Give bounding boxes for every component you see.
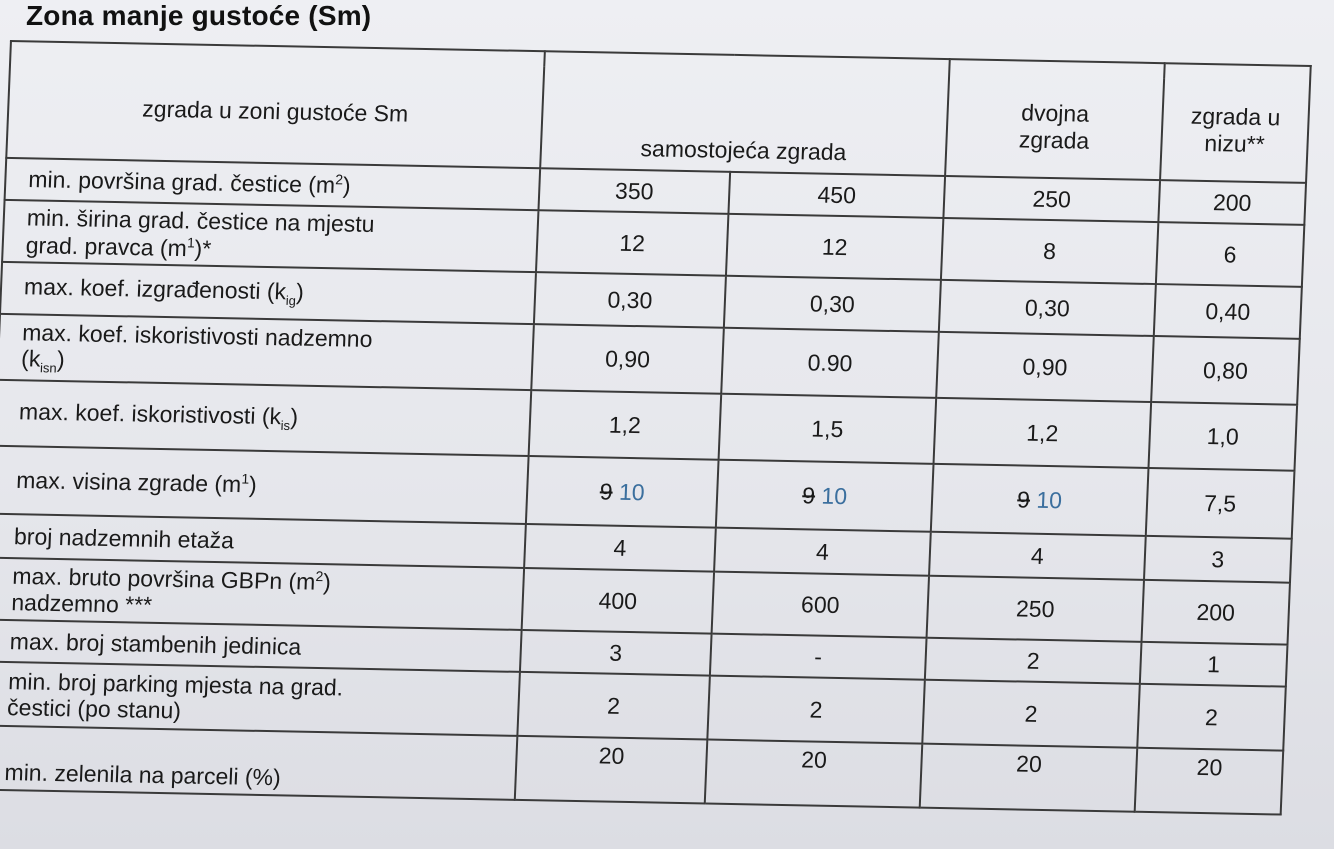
table-cell: 4 [524,524,716,572]
revised-value: 10 [618,478,646,506]
row-label: min. širina grad. čestice na mjestu grad. pravca $(m^1)*$ [2,200,538,272]
table-cell: 0,30 [939,280,1156,336]
table-cell: 250 [927,576,1144,642]
struck-value: 9 [599,478,614,505]
table-cell: 0,80 [1151,336,1300,405]
table-cell: 20 [515,736,708,804]
table-cell: 4 [714,528,931,576]
zoning-table [0,40,1312,816]
table-cell: 20 [920,744,1138,812]
table-cell: 600 [712,572,929,638]
header-building-type: zgrada u zoni gustoće Sm [6,56,544,168]
struck-value: 9 [1016,486,1031,513]
row-label: min. broj parking mjesta na grad. čestici (po stanu) [0,662,520,736]
table-cell: 1,2 [529,390,722,460]
row-label: max. broj stambenih jedinica [0,620,522,672]
table-cell: 1 [1140,642,1288,687]
table-cell: 7,5 [1146,468,1295,539]
table-cell: 20 [705,740,923,808]
header-detached-building [540,66,949,176]
table-cell: 12 [536,210,728,276]
table-cell: 3 [1144,536,1292,583]
table-cell: 0,90 [531,324,724,394]
table-cell: 1,5 [719,394,937,464]
table-cell: 2 [922,680,1140,748]
zoning-table-wrap [0,40,1334,817]
row-label: max. koef. iskoristivosti nadzemno $(k_{isn})$ [0,314,534,390]
header-row-house [1160,78,1310,183]
table-cell [931,464,1149,536]
table-cell: 6 [1156,222,1304,287]
table-cell: 0.90 [721,328,939,398]
table-cell: 250 [943,176,1160,222]
table-cell: 1,2 [934,398,1152,468]
table-cell: 3 [520,630,712,676]
revised-value: 10 [1035,486,1063,514]
row-label: broj nadzemnih etaža [0,514,526,568]
header-semi-detached-line2: zgrada [1018,125,1090,154]
table-cell: 8 [941,218,1158,284]
revised-value: 10 [820,482,848,509]
row-label: max. bruto površina GBPn $(m^2)$ nadzemno *** [0,558,524,630]
table-cell: 2 [517,672,710,740]
table-cell [716,460,934,532]
table-cell: 200 [1142,580,1290,645]
row-label: min. zelenila na parceli (%) [0,726,517,800]
header-semi-detached-line1: dvojna [1020,99,1090,127]
table-cell: 0,30 [724,276,941,332]
table-cell: 350 [538,168,730,214]
struck-value: 9 [801,482,816,509]
row-label: max. koef. izgrađenosti $(k_{ig})$ [0,262,536,324]
table-cell: 2 [925,638,1142,684]
header-row-house-line1: zgrada u [1190,102,1281,131]
table-cell: - [710,634,927,680]
table-cell [526,456,719,528]
table-cell: 450 [728,172,945,218]
table-cell: 400 [522,568,714,634]
table-cell: 4 [929,532,1146,580]
table-cell: 2 [1137,684,1286,751]
header-row-house-line2: nizu** [1204,129,1266,157]
row-label: max. koef. iskoristivosti $(k_{is})$ [0,380,531,456]
table-cell: 0,90 [936,332,1154,402]
table-cell: 12 [726,214,943,280]
page-title: Zona manje gustoće (Sm) [26,0,372,31]
header-semi-detached-building [945,74,1164,180]
table-cell: 2 [707,676,925,744]
table-cell: 200 [1158,180,1306,225]
table-cell: 0,30 [534,272,726,328]
table-cell: 1,0 [1148,402,1297,471]
table-cell: 0,40 [1154,284,1302,339]
table-cell: 20 [1135,748,1284,815]
row-label: max. visina zgrade $(m^1)$ [0,446,529,524]
row-label: min. površina grad. čestice $(m^2)$ [5,158,541,210]
header-detached-label: samostojeća zgrada [640,134,847,165]
